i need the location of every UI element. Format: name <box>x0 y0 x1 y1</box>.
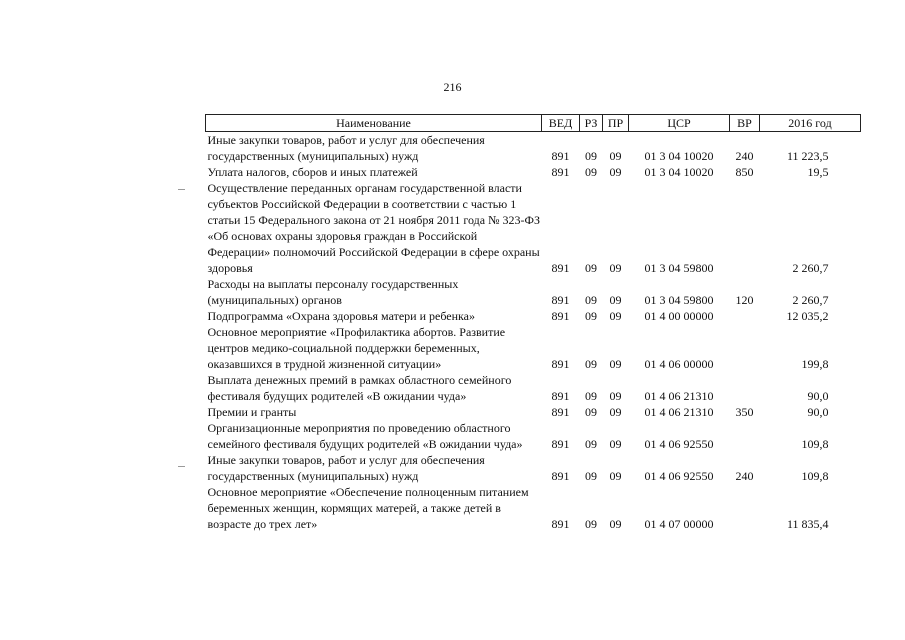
row-pr: 09 <box>609 469 622 483</box>
row-ved: 891 <box>551 437 570 451</box>
header-rz: РЗ <box>580 115 603 132</box>
row-pr: 09 <box>609 261 622 275</box>
header-csr: ЦСР <box>629 115 730 132</box>
row-name: Основное мероприятие «Обеспечение полноценным питанием беременных женщин, кормящих матерей, а также детей в возрасте до трех лет» <box>207 485 529 531</box>
row-vr: 120 <box>735 293 754 307</box>
row-csr: 01 4 06 92550 <box>644 469 714 483</box>
row-pr: 09 <box>609 357 622 371</box>
row-csr: 01 4 07 00000 <box>644 517 714 531</box>
table-row <box>206 372 861 404</box>
header-ved: ВЕД <box>542 115 580 132</box>
table-body <box>206 132 861 533</box>
row-pr: 09 <box>609 437 622 451</box>
row-rz: 09 <box>585 149 597 163</box>
row-amount: 109,8 <box>801 437 829 451</box>
table-row <box>206 452 861 484</box>
row-amount: 2 260,7 <box>792 293 829 307</box>
row-vr <box>730 324 760 372</box>
margin-mark <box>178 466 185 467</box>
row-vr <box>730 372 760 404</box>
row-name: Выплата денежных премий в рамках областного семейного фестиваля будущих родителей «В ожидании чуда» <box>207 373 512 403</box>
header-year: 2016 год <box>760 115 861 132</box>
row-name: Основное мероприятие «Профилактика абортов. Развитие центров медико-социальной поддержки беременных, оказавшихся в трудной жизненной ситуации» <box>207 325 506 371</box>
row-csr: 01 4 00 00000 <box>644 309 714 323</box>
row-pr: 09 <box>609 309 622 323</box>
table-row <box>206 324 861 372</box>
row-rz: 09 <box>585 437 597 451</box>
margin-mark <box>178 189 185 190</box>
page-number: 216 <box>443 80 462 94</box>
row-ved: 891 <box>551 165 570 179</box>
row-amount: 199,8 <box>801 357 829 371</box>
row-vr: 240 <box>735 469 754 483</box>
row-pr: 09 <box>609 165 622 179</box>
row-vr: 240 <box>735 149 754 163</box>
row-amount: 2 260,7 <box>792 261 829 275</box>
row-ved: 891 <box>551 517 570 531</box>
row-rz: 09 <box>585 469 597 483</box>
row-pr: 09 <box>609 293 622 307</box>
budget-table <box>205 114 861 532</box>
row-name: Организационные мероприятия по проведению областного семейного фестиваля будущих родителей «В ожидании чуда» <box>207 421 523 451</box>
row-amount: 11 835,4 <box>786 517 829 531</box>
row-csr: 01 3 04 59800 <box>644 293 714 307</box>
row-amount: 12 035,2 <box>786 309 829 323</box>
row-csr: 01 4 06 21310 <box>644 405 714 419</box>
row-name: Осуществление переданных органам государственной власти субъектов Российской Федерации в соответствии с частью 1 статьи 15 Федерального закона от 21 ноября 2011 года № 323-ФЗ «Об основах охраны здоровья граждан в Российской Федерации» полномочий Российской Федерации в сфере охраны здоровья <box>207 181 541 275</box>
row-csr: 01 3 04 10020 <box>644 165 714 179</box>
row-csr: 01 4 06 00000 <box>644 357 714 371</box>
row-rz: 09 <box>585 293 597 307</box>
row-pr: 09 <box>609 149 622 163</box>
row-ved: 891 <box>551 149 570 163</box>
row-pr: 09 <box>609 389 622 403</box>
table-row <box>206 276 861 308</box>
header-vr: ВР <box>730 115 760 132</box>
row-ved: 891 <box>551 357 570 371</box>
row-ved: 891 <box>551 389 570 403</box>
row-amount: 90,0 <box>807 405 829 419</box>
row-rz: 09 <box>585 389 597 403</box>
row-ved: 891 <box>551 293 570 307</box>
row-name: Уплата налогов, сборов и иных платежей <box>207 165 418 179</box>
row-amount: 109,8 <box>801 469 829 483</box>
row-rz: 09 <box>585 405 597 419</box>
row-name: Премии и гранты <box>207 405 297 419</box>
table-row <box>206 308 861 324</box>
row-ved: 891 <box>551 405 570 419</box>
row-vr <box>730 420 760 452</box>
row-name: Иные закупки товаров, работ и услуг для обеспечения государственных (муниципальных) нужд <box>207 133 485 163</box>
row-rz: 09 <box>585 309 597 323</box>
row-rz: 09 <box>585 261 597 275</box>
row-ved: 891 <box>551 261 570 275</box>
row-csr: 01 3 04 59800 <box>644 261 714 275</box>
row-csr: 01 3 04 10020 <box>644 149 714 163</box>
row-rz: 09 <box>585 165 597 179</box>
header-pr: ПР <box>603 115 629 132</box>
table-header <box>206 115 861 132</box>
row-pr: 09 <box>609 405 622 419</box>
row-vr <box>730 308 760 324</box>
row-rz: 09 <box>585 357 597 371</box>
row-csr: 01 4 06 21310 <box>644 389 714 403</box>
row-ved: 891 <box>551 469 570 483</box>
row-amount: 11 223,5 <box>786 149 829 163</box>
row-ved: 891 <box>551 309 570 323</box>
row-vr: 850 <box>735 165 754 179</box>
row-csr: 01 4 06 92550 <box>644 437 714 451</box>
row-vr <box>730 484 760 532</box>
row-name: Расходы на выплаты персоналу государственных (муниципальных) органов <box>207 277 459 307</box>
table-row <box>206 132 861 165</box>
row-amount: 90,0 <box>807 389 829 403</box>
row-amount: 19,5 <box>807 165 829 179</box>
table-row <box>206 420 861 452</box>
row-vr: 350 <box>735 405 754 419</box>
table-row <box>206 180 861 276</box>
table-row <box>206 484 861 532</box>
row-vr <box>730 180 760 276</box>
row-rz: 09 <box>585 517 597 531</box>
row-name: Иные закупки товаров, работ и услуг для обеспечения государственных (муниципальных) нужд <box>207 453 485 483</box>
table-row <box>206 164 861 180</box>
header-name: Наименование <box>206 115 542 132</box>
row-pr: 09 <box>609 517 622 531</box>
table-row <box>206 404 861 420</box>
row-name: Подпрограмма «Охрана здоровья матери и ребенка» <box>207 309 475 323</box>
